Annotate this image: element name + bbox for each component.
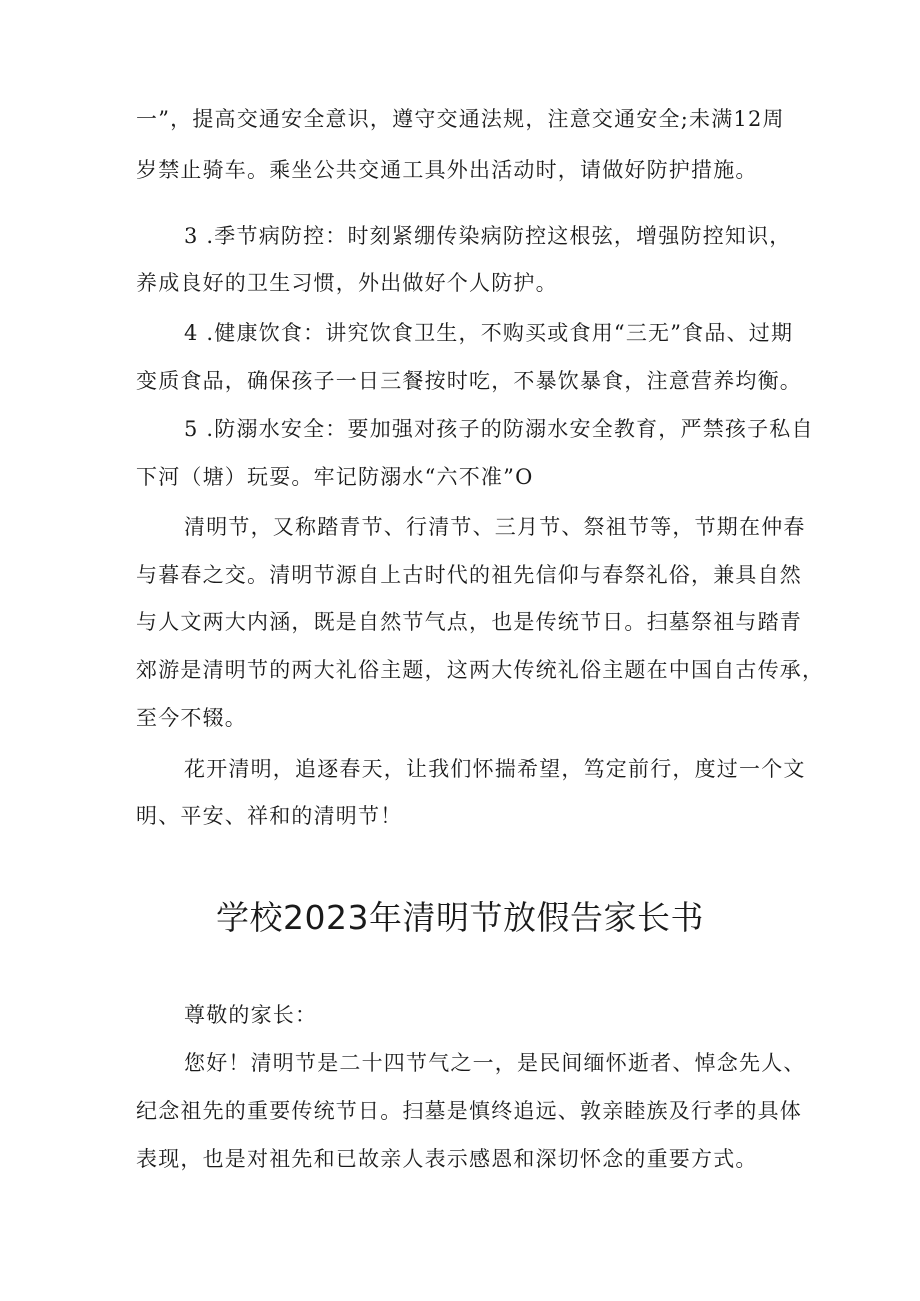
paragraph-qingming-intro: 清明节，又称踏青节、行清节、三月节、祭祖节等，节期在仲春 bbox=[184, 515, 806, 539]
body-line: 一”，提高交通安全意识，遵守交通法规，注意交通安全;未满12周 bbox=[136, 107, 785, 131]
letter-greeting: 尊敬的家长： bbox=[184, 1003, 318, 1027]
body-line: 岁禁止骑车。乘坐公共交通工具外出活动时，请做好防护措施。 bbox=[136, 158, 758, 182]
paragraph-closing: 花开清明，追逐春天，让我们怀揣希望，笃定前行，度过一个文 bbox=[184, 757, 806, 781]
list-item-seasonal-disease: 3 .季节病防控：时刻紧绷传染病防控这根弦，增强防控知识， bbox=[184, 224, 792, 248]
page-title: 学校2023年清明节放假告家长书 bbox=[216, 898, 704, 937]
body-line: 郊游是清明节的两大礼俗主题，这两大传统礼俗主题在中国自古传承， bbox=[136, 658, 825, 682]
body-line: 明、平安、祥和的清明节！ bbox=[136, 804, 403, 828]
body-line: 与人文两大内涵，既是自然节气点，也是传统节日。扫墓祭祖与踏青 bbox=[136, 610, 802, 634]
body-line: 养成良好的卫生习惯，外出做好个人防护。 bbox=[136, 271, 558, 295]
body-line: 下河（塘）玩耍。牢记防溺水“六不准”O bbox=[136, 465, 534, 489]
list-item-healthy-diet: 4 .健康饮食：讲究饮食卫生，不购买或食用“三无”食品、过期 bbox=[184, 321, 794, 345]
body-line: 至今不辍。 bbox=[136, 706, 247, 730]
body-line: 纪念祖先的重要传统节日。扫墓是慎终追远、敦亲睦族及行孝的具体 bbox=[136, 1099, 802, 1123]
body-line: 与暮春之交。清明节源自上古时代的祖先信仰与春祭礼俗，兼具自然 bbox=[136, 563, 802, 587]
letter-paragraph: 您好！清明节是二十四节气之一，是民间缅怀逝者、悼念先人、 bbox=[184, 1051, 806, 1075]
body-line: 表现，也是对祖先和已故亲人表示感恩和深切怀念的重要方式。 bbox=[136, 1147, 758, 1171]
list-item-drowning-safety: 5 .防溺水安全：要加强对孩子的防溺水安全教育，严禁孩子私自 bbox=[184, 417, 814, 441]
body-line: 变质食品，确保孩子一日三餐按时吃，不暴饮暴食，注意营养均衡。 bbox=[136, 369, 802, 393]
